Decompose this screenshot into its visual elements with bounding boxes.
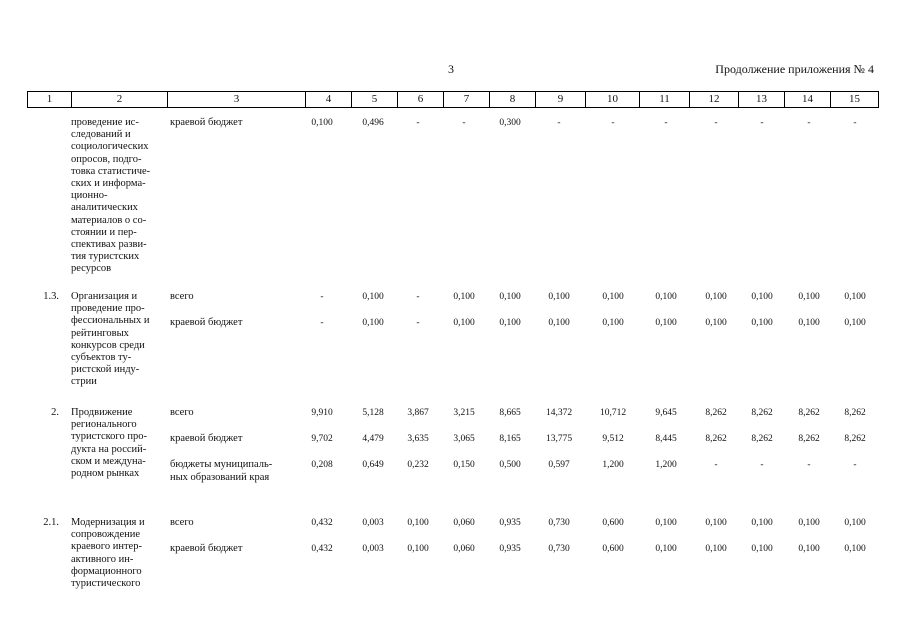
row-name-line: ристской инду- [71, 364, 140, 376]
value-cell: 0,100 [602, 318, 624, 328]
value-cell: - [320, 292, 324, 302]
column-header-11: 11 [640, 92, 690, 108]
value-cell: 0,432 [311, 544, 333, 554]
row-name-line: проведение ис- [71, 117, 139, 128]
value-cell: 0,100 [751, 292, 773, 302]
funding-source: краевой бюджет [170, 543, 243, 554]
value-cell: 0,100 [499, 318, 521, 328]
value-cell: - [760, 118, 764, 128]
row-name-line: Продвижение [71, 407, 133, 418]
value-cell: 0,730 [548, 518, 570, 528]
row-name-line: товка статистиче- [71, 165, 151, 177]
value-cell: 0,100 [705, 318, 727, 328]
column-header-13: 13 [739, 92, 785, 108]
value-cell: 0,150 [453, 460, 475, 470]
value-cell: - [611, 118, 615, 128]
value-cell: 0,100 [453, 292, 475, 302]
funding-source-line: бюджеты муниципаль- [170, 459, 273, 470]
column-header-14: 14 [785, 92, 831, 108]
row-code: 2. [51, 407, 59, 418]
row-name-line: туристического [71, 578, 141, 590]
value-cell: 8,262 [751, 408, 773, 418]
row-name-line: сопровождение [71, 529, 141, 541]
value-cell: 9,910 [311, 408, 333, 418]
row-name-line: социологических [71, 141, 149, 153]
value-cell: 3,065 [453, 434, 475, 444]
column-header-3: 3 [168, 92, 306, 108]
row-name-line: материалов о со- [71, 214, 147, 226]
value-cell: 0,100 [548, 318, 570, 328]
value-cell: 9,702 [311, 434, 333, 444]
column-header-12: 12 [690, 92, 739, 108]
row-name-line: ресурсов [71, 263, 112, 275]
value-cell: 0,100 [751, 518, 773, 528]
row-name-line: ционно- [71, 190, 108, 202]
value-cell: 0,003 [362, 544, 384, 554]
value-cell: 0,100 [751, 544, 773, 554]
value-cell: 3,215 [453, 408, 475, 418]
value-cell: 8,165 [499, 434, 521, 444]
value-cell: - [807, 460, 811, 470]
value-cell: 1,200 [602, 460, 624, 470]
row-name-line: спективах разви- [71, 239, 147, 251]
column-header-4: 4 [306, 92, 352, 108]
funding-source: всего [170, 291, 194, 302]
row-name-line: проведение про- [71, 303, 145, 315]
row-code: 1.3. [43, 291, 59, 302]
row-name-line: аналитических [71, 202, 138, 214]
value-cell: 0,100 [798, 518, 820, 528]
value-cell: 0,100 [407, 544, 429, 554]
row-name-line: фессиональных и [71, 315, 150, 327]
funding-source-line: ных образований края [170, 471, 270, 483]
value-cell: - [416, 292, 420, 302]
row-name-line: Модернизация и [71, 517, 145, 528]
funding-source: краевой бюджет [170, 433, 243, 444]
value-cell: 0,208 [311, 460, 333, 470]
value-cell: 9,645 [655, 408, 677, 418]
value-cell: 0,935 [499, 518, 521, 528]
column-header-table [27, 91, 879, 108]
row-name-line: туристского про- [71, 431, 147, 443]
value-cell: - [807, 118, 811, 128]
continuation-caption: Продолжение приложения № 4 [715, 62, 874, 76]
value-cell: 0,100 [499, 292, 521, 302]
value-cell: 0,100 [844, 518, 866, 528]
value-cell: 0,100 [705, 292, 727, 302]
row-name-line: конкурсов среди [71, 339, 145, 351]
value-cell: 0,060 [453, 544, 475, 554]
value-cell: 0,100 [798, 544, 820, 554]
value-cell: 0,432 [311, 518, 333, 528]
row-name-line: дукта на россий- [71, 443, 147, 455]
value-cell: 0,935 [499, 544, 521, 554]
funding-source: краевой бюджет [170, 117, 243, 128]
column-header-2: 2 [72, 92, 168, 108]
row-name-line: краевого интер- [71, 541, 142, 553]
row-name-line: активного ин- [71, 553, 134, 565]
value-cell: 0,100 [798, 292, 820, 302]
row-name-line: опросов, подго- [71, 153, 142, 165]
value-cell: 14,372 [545, 408, 573, 418]
value-cell: - [416, 118, 420, 128]
row-name-line: ских и информа- [71, 178, 146, 190]
row-name-line: стоянии и пер- [71, 226, 137, 238]
column-header-8: 8 [490, 92, 536, 108]
row-name-line: ском и междуна- [71, 455, 146, 467]
funding-source [170, 459, 305, 484]
value-cell: 8,262 [844, 408, 866, 418]
value-cell: 0,100 [407, 518, 429, 528]
value-cell: - [664, 118, 668, 128]
column-header-15: 15 [831, 92, 879, 108]
value-cell: - [760, 460, 764, 470]
value-cell: 0,649 [362, 460, 384, 470]
value-cell: 0,597 [548, 460, 570, 470]
column-header-10: 10 [586, 92, 640, 108]
value-cell: 0,100 [655, 518, 677, 528]
value-cell: - [462, 118, 466, 128]
value-cell: 0,060 [453, 518, 475, 528]
value-cell: - [714, 460, 718, 470]
value-cell: 3,867 [407, 408, 429, 418]
row-name-line: регионального [71, 419, 137, 431]
value-cell: 0,730 [548, 544, 570, 554]
value-cell: 0,300 [499, 118, 521, 128]
value-cell: 0,100 [751, 318, 773, 328]
row-code: 2.1. [43, 517, 59, 528]
value-cell: 0,100 [453, 318, 475, 328]
value-cell: 0,600 [602, 518, 624, 528]
column-header-6: 6 [398, 92, 444, 108]
value-cell: 8,262 [751, 434, 773, 444]
value-cell: 0,003 [362, 518, 384, 528]
value-cell: 8,262 [705, 408, 727, 418]
value-cell: 0,100 [705, 518, 727, 528]
value-cell: 0,100 [362, 318, 384, 328]
value-cell: 8,445 [655, 434, 677, 444]
value-cell: 8,665 [499, 408, 521, 418]
column-header-7: 7 [444, 92, 490, 108]
value-cell: 0,100 [655, 318, 677, 328]
row-name-line: родном рынках [71, 468, 140, 480]
value-cell: 0,500 [499, 460, 521, 470]
value-cell: 0,100 [362, 292, 384, 302]
row-name [71, 407, 166, 480]
value-cell: - [714, 118, 718, 128]
value-cell: 0,100 [844, 544, 866, 554]
row-name [71, 117, 166, 276]
row-name-line: следований и [71, 129, 131, 141]
row-name-line: стрии [71, 376, 97, 388]
value-cell: - [853, 118, 857, 128]
value-cell: - [853, 460, 857, 470]
value-cell: 9,512 [602, 434, 624, 444]
value-cell: 0,100 [844, 318, 866, 328]
funding-source: краевой бюджет [170, 317, 243, 328]
row-name [71, 517, 166, 590]
value-cell: 3,635 [407, 434, 429, 444]
row-name [71, 291, 166, 389]
value-cell: 0,100 [602, 292, 624, 302]
row-name-line: субъектов ту- [71, 352, 132, 364]
value-cell: - [416, 318, 420, 328]
value-cell: 5,128 [362, 408, 384, 418]
column-header-5: 5 [352, 92, 398, 108]
row-name-line: Организация и [71, 291, 138, 302]
row-name-line: формационного [71, 565, 142, 577]
value-cell: 0,100 [548, 292, 570, 302]
value-cell: 1,200 [655, 460, 677, 470]
value-cell: - [320, 318, 324, 328]
funding-source: всего [170, 407, 194, 418]
column-header-9: 9 [536, 92, 586, 108]
value-cell: 0,100 [844, 292, 866, 302]
value-cell: 0,496 [362, 118, 384, 128]
value-cell: 0,100 [798, 318, 820, 328]
row-name-line: рейтинговых [71, 327, 129, 339]
value-cell: 4,479 [362, 434, 384, 444]
funding-source: всего [170, 517, 194, 528]
value-cell: 8,262 [705, 434, 727, 444]
value-cell: - [557, 118, 561, 128]
value-cell: 0,100 [655, 292, 677, 302]
value-cell: 0,100 [655, 544, 677, 554]
value-cell: 8,262 [844, 434, 866, 444]
value-cell: 8,262 [798, 434, 820, 444]
value-cell: 10,712 [599, 408, 627, 418]
value-cell: 0,100 [705, 544, 727, 554]
value-cell: 13,775 [545, 434, 573, 444]
column-header-1: 1 [28, 92, 72, 108]
row-name-line: тия туристских [71, 251, 140, 263]
header-row [28, 92, 879, 108]
value-cell: 0,232 [407, 460, 429, 470]
page-number: 3 [448, 62, 454, 76]
value-cell: 0,600 [602, 544, 624, 554]
value-cell: 0,100 [311, 118, 333, 128]
value-cell: 8,262 [798, 408, 820, 418]
